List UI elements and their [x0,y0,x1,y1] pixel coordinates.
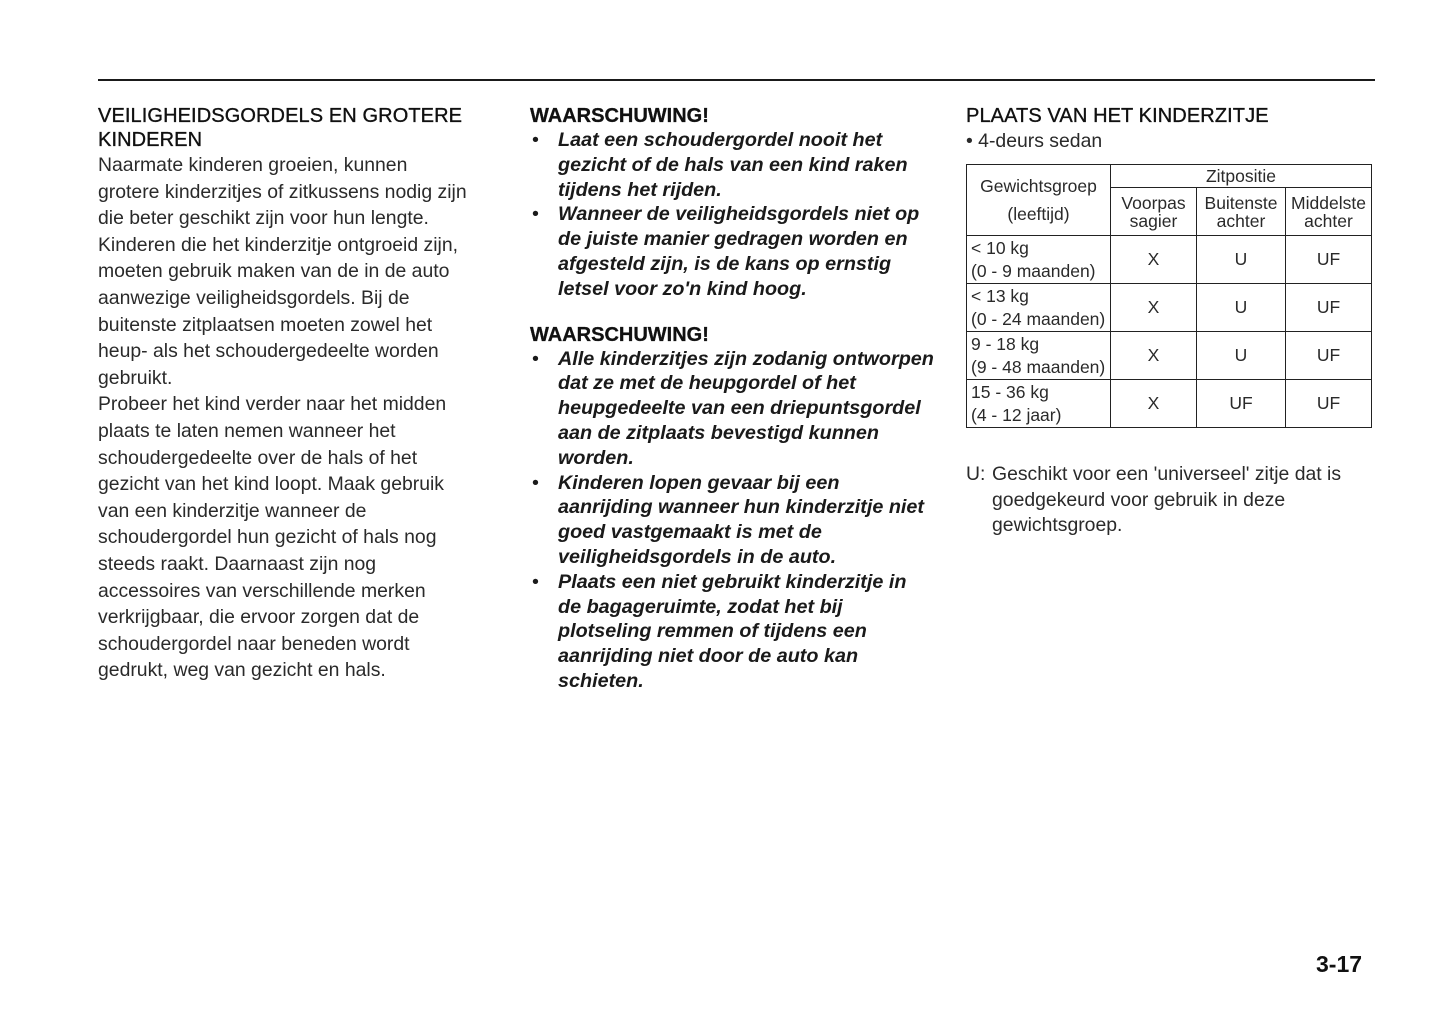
table-row [967,332,1372,380]
front-cell: X [1111,284,1197,332]
outer-cell: U [1197,332,1286,380]
child-seat-table [966,164,1372,428]
section-heading-seatbelts [98,104,498,152]
header-front-passenger [1111,188,1197,236]
middle-cell: UF [1286,284,1372,332]
weight-value: 15 - 36 kg [971,381,1049,402]
table-row [967,380,1372,428]
warning-item [530,202,935,301]
header-middle-rear [1286,188,1372,236]
text-line: Kinderen die het kinderzitje ontgroeid zijn, [98,233,459,256]
table-header-row [967,165,1372,188]
header-line: Middelste [1291,192,1366,213]
front-cell: X [1111,236,1197,284]
warning-title: WAARSCHUWING! [530,323,709,346]
weight-cell [967,236,1111,284]
top-rule [98,79,1375,81]
section-heading-child-seat: PLAATS VAN HET KINDERZITJE [966,105,1269,127]
middle-cell: UF [1286,380,1372,428]
text-line: gebruikt. [98,366,173,389]
warning-block-1 [530,104,935,302]
weight-cell [967,380,1111,428]
front-cell: X [1111,332,1197,380]
text-line: gedrukt, weg van gezicht en hals. [98,659,386,682]
weight-cell [967,332,1111,380]
text-line: schoudergordel naar beneden wordt [98,632,410,655]
heading-line: KINDEREN [98,129,203,151]
outer-cell: U [1197,284,1286,332]
middle-cell: UF [1286,236,1372,284]
text-line: moeten gebruik maken van de in de auto [98,260,450,283]
text-line: die beter geschikt zijn voor hun lengte. [98,207,429,230]
header-line: sagier [1129,210,1178,231]
header-weight-group [967,165,1111,236]
text-line: plaats te laten nemen wanneer het [98,419,396,442]
warning-block-2 [530,323,935,694]
text-line: schoudergedeelte over de hals of het [98,446,418,469]
text-line: gezicht van het kind loopt. Maak gebruik [98,473,445,496]
bullet-icon: • [532,203,539,226]
text-line: accessoires van verschillende merken [98,579,426,602]
weight-value: 9 - 18 kg [971,333,1040,354]
text-line: aanwezige veiligheidsgordels. Bij de [98,286,410,309]
text-line: steeds raakt. Daarnaast zijn nog [98,552,377,575]
text-line: Naarmate kinderen groeien, kunnen [98,154,408,176]
outer-cell: U [1197,236,1286,284]
middle-column [530,104,935,694]
outer-cell: UF [1197,380,1286,428]
weight-value: < 13 kg [971,285,1029,306]
weight-value: < 10 kg [971,237,1029,258]
bullet-icon: • [532,471,539,494]
table-legend [966,462,1378,539]
vehicle-type: • 4-deurs sedan [966,130,1103,152]
legend-text: Geschikt voor een 'universeel' zitje dat is goedgekeurd voor gebruik in deze gewichtsgroep. [992,463,1342,536]
text-line: Probeer het kind verder naar het midden [98,393,447,416]
warning-item [530,471,935,570]
warning-list [530,128,935,302]
age-value: (0 - 9 maanden) [971,260,1096,281]
table-row [967,284,1372,332]
front-cell: X [1111,380,1197,428]
header-seat-position: Zitpositie [1111,165,1372,188]
bullet-icon: • [532,347,539,370]
warning-item-text: Wanneer de veiligheidsgordels niet op de juiste manier gedragen worden en afgesteld zijn, is de kans op ernstig letsel voor zo'n kind hoog. [558,203,920,300]
header-line: Buitenste [1204,192,1278,213]
bullet-icon: • [532,129,539,151]
heading-line: VEILIGHEIDSGORDELS EN GROTERE [98,105,463,127]
middle-cell: UF [1286,332,1372,380]
age-value: (9 - 48 maanden) [971,356,1106,377]
warning-item-text: Kinderen lopen gevaar bij een aanrijding wanneer hun kinderzitje niet goed vastgemaakt is met de veiligheidsgordels in de auto. [558,471,925,568]
legend-key: U: [966,463,986,485]
age-value: (4 - 12 jaar) [971,404,1062,425]
warning-list [530,347,935,694]
text-line: schoudergordel hun gezicht of hals nog [98,526,437,549]
weight-cell [967,284,1111,332]
warning-title: WAARSCHUWING! [530,105,709,127]
text-line: grotere kinderzitjes of zitkussens nodig zijn [98,180,467,203]
header-line: achter [1304,210,1353,231]
bullet-icon: • [532,570,539,593]
right-column [966,104,1378,539]
page-number: 3-17 [1316,951,1363,977]
warning-item [530,570,935,694]
seatbelt-paragraph [98,152,498,684]
text-line: buitenste zitplaatsen moeten zowel het [98,313,433,336]
header-line: Gewichtsgroep [980,176,1097,196]
text-line: heup- als het schoudergedeelte worden [98,340,439,363]
text-line: van een kinderzitje wanneer de [98,499,367,522]
header-line: Voorpas [1121,192,1186,213]
header-outer-rear [1197,188,1286,236]
age-value: (0 - 24 maanden) [971,308,1106,329]
header-line: achter [1216,210,1266,231]
warning-item-text: Plaats een niet gebruikt kinderzitje in de bagageruimte, zodat het bij plotseling remmen of tijdens een aanrijding niet door de auto kan schieten. [558,570,907,692]
text-line: verkrijgbaar, die ervoor zorgen dat de [98,606,420,629]
warning-item [530,128,935,202]
warning-item-text: Laat een schoudergordel nooit het gezicht of de hals van een kind raken tijdens het rijden. [558,129,908,201]
header-line: (leeftijd) [1007,204,1070,224]
warning-item [530,347,935,471]
left-column [98,104,498,684]
warning-item-text: Alle kinderzitjes zijn zodanig ontworpen dat ze met de heupgordel of het heupgedeelte van een driepuntsgordel aan de zitplaats bevestigd kunnen worden. [558,347,934,469]
table-row [967,236,1372,284]
